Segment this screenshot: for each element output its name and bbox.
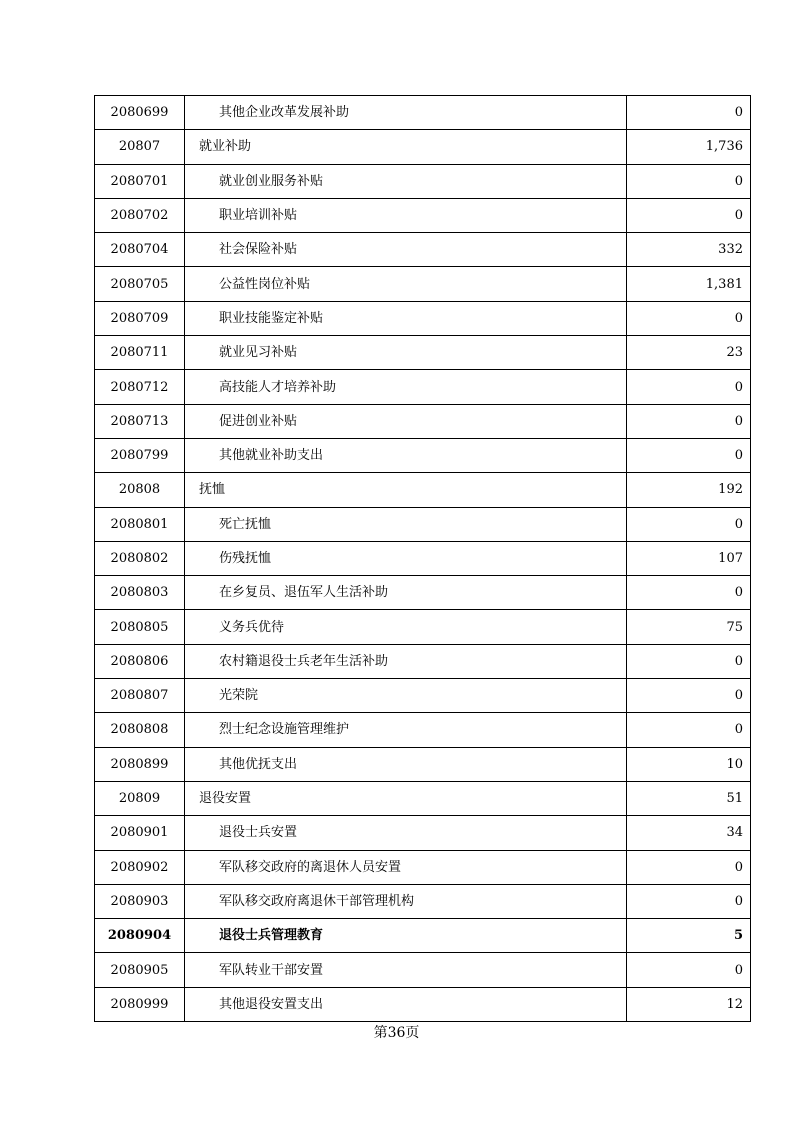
subject-name-cell: 高技能人才培养补助 — [185, 370, 627, 404]
table-row — [95, 953, 751, 987]
subject-name-cell: 其他就业补助支出 — [185, 438, 627, 472]
table-row — [95, 336, 751, 370]
budget-table — [94, 95, 751, 1022]
amount-cell: 0 — [627, 679, 751, 713]
subject-code-cell: 2080808 — [95, 713, 185, 747]
subject-code-cell: 2080799 — [95, 438, 185, 472]
table-row — [95, 781, 751, 815]
subject-name-cell: 就业补助 — [185, 130, 627, 164]
subject-name-cell: 就业创业服务补贴 — [185, 164, 627, 198]
table-row — [95, 438, 751, 472]
subject-name-cell: 职业培训补贴 — [185, 198, 627, 232]
subject-name-cell: 社会保险补贴 — [185, 233, 627, 267]
amount-cell: 10 — [627, 747, 751, 781]
amount-cell: 1,736 — [627, 130, 751, 164]
amount-cell: 0 — [627, 96, 751, 130]
subject-name-cell: 退役安置 — [185, 781, 627, 815]
subject-code-cell: 2080805 — [95, 610, 185, 644]
amount-cell: 0 — [627, 301, 751, 335]
table-row — [95, 576, 751, 610]
subject-code-cell: 2080702 — [95, 198, 185, 232]
amount-cell: 332 — [627, 233, 751, 267]
subject-name-cell: 其他退役安置支出 — [185, 987, 627, 1021]
subject-code-cell: 2080806 — [95, 644, 185, 678]
table-row — [95, 644, 751, 678]
amount-cell: 0 — [627, 713, 751, 747]
subject-code-cell: 2080902 — [95, 850, 185, 884]
table-row — [95, 919, 751, 953]
subject-code-cell: 2080709 — [95, 301, 185, 335]
table-row — [95, 96, 751, 130]
subject-code-cell: 2080712 — [95, 370, 185, 404]
subject-code-cell: 2080705 — [95, 267, 185, 301]
page-number: 第36页 — [373, 1025, 420, 1041]
table-row — [95, 198, 751, 232]
amount-cell: 0 — [627, 198, 751, 232]
amount-cell: 0 — [627, 164, 751, 198]
table-row — [95, 233, 751, 267]
subject-name-cell: 就业见习补贴 — [185, 336, 627, 370]
table-row — [95, 816, 751, 850]
amount-cell: 51 — [627, 781, 751, 815]
table-row — [95, 679, 751, 713]
table-row — [95, 301, 751, 335]
table-row — [95, 507, 751, 541]
amount-cell: 192 — [627, 473, 751, 507]
subject-name-cell: 军队移交政府离退休干部管理机构 — [185, 884, 627, 918]
subject-code-cell: 2080899 — [95, 747, 185, 781]
subject-name-cell: 公益性岗位补贴 — [185, 267, 627, 301]
subject-name-cell: 义务兵优待 — [185, 610, 627, 644]
amount-cell: 0 — [627, 370, 751, 404]
subject-name-cell: 军队转业干部安置 — [185, 953, 627, 987]
subject-code-cell: 2080807 — [95, 679, 185, 713]
subject-code-cell: 2080713 — [95, 404, 185, 438]
subject-code-cell: 2080801 — [95, 507, 185, 541]
subject-code-cell: 2080905 — [95, 953, 185, 987]
amount-cell: 0 — [627, 438, 751, 472]
subject-name-cell: 农村籍退役士兵老年生活补助 — [185, 644, 627, 678]
subject-code-cell: 20807 — [95, 130, 185, 164]
amount-cell: 107 — [627, 541, 751, 575]
table-row — [95, 473, 751, 507]
subject-code-cell: 2080901 — [95, 816, 185, 850]
table-row — [95, 884, 751, 918]
subject-code-cell: 2080803 — [95, 576, 185, 610]
subject-name-cell: 其他企业改革发展补助 — [185, 96, 627, 130]
subject-code-cell: 2080704 — [95, 233, 185, 267]
subject-name-cell: 光荣院 — [185, 679, 627, 713]
amount-cell: 0 — [627, 953, 751, 987]
table-row — [95, 404, 751, 438]
amount-cell: 0 — [627, 576, 751, 610]
subject-name-cell: 在乡复员、退伍军人生活补助 — [185, 576, 627, 610]
table-row — [95, 987, 751, 1021]
subject-code-cell: 2080701 — [95, 164, 185, 198]
amount-cell: 0 — [627, 850, 751, 884]
table-row — [95, 130, 751, 164]
subject-code-cell: 20808 — [95, 473, 185, 507]
subject-name-cell: 退役士兵管理教育 — [185, 919, 627, 953]
budget-table-container — [94, 95, 743, 1022]
amount-cell: 5 — [627, 919, 751, 953]
subject-code-cell: 2080999 — [95, 987, 185, 1021]
amount-cell: 75 — [627, 610, 751, 644]
subject-name-cell: 伤残抚恤 — [185, 541, 627, 575]
amount-cell: 12 — [627, 987, 751, 1021]
amount-cell: 0 — [627, 884, 751, 918]
table-row — [95, 541, 751, 575]
subject-name-cell: 促进创业补贴 — [185, 404, 627, 438]
subject-code-cell: 2080699 — [95, 96, 185, 130]
table-row — [95, 850, 751, 884]
subject-code-cell: 20809 — [95, 781, 185, 815]
amount-cell: 0 — [627, 404, 751, 438]
subject-name-cell: 职业技能鉴定补贴 — [185, 301, 627, 335]
table-row — [95, 164, 751, 198]
amount-cell: 0 — [627, 507, 751, 541]
budget-table-body — [95, 96, 751, 1022]
amount-cell: 0 — [627, 644, 751, 678]
amount-cell: 34 — [627, 816, 751, 850]
table-row — [95, 610, 751, 644]
subject-code-cell: 2080904 — [95, 919, 185, 953]
table-row — [95, 747, 751, 781]
amount-cell: 1,381 — [627, 267, 751, 301]
table-row — [95, 267, 751, 301]
subject-name-cell: 死亡抚恤 — [185, 507, 627, 541]
subject-name-cell: 抚恤 — [185, 473, 627, 507]
subject-code-cell: 2080903 — [95, 884, 185, 918]
subject-name-cell: 军队移交政府的离退休人员安置 — [185, 850, 627, 884]
subject-name-cell: 其他优抚支出 — [185, 747, 627, 781]
amount-cell: 23 — [627, 336, 751, 370]
subject-name-cell: 烈士纪念设施管理维护 — [185, 713, 627, 747]
subject-code-cell: 2080802 — [95, 541, 185, 575]
subject-name-cell: 退役士兵安置 — [185, 816, 627, 850]
table-row — [95, 370, 751, 404]
table-row — [95, 713, 751, 747]
subject-code-cell: 2080711 — [95, 336, 185, 370]
